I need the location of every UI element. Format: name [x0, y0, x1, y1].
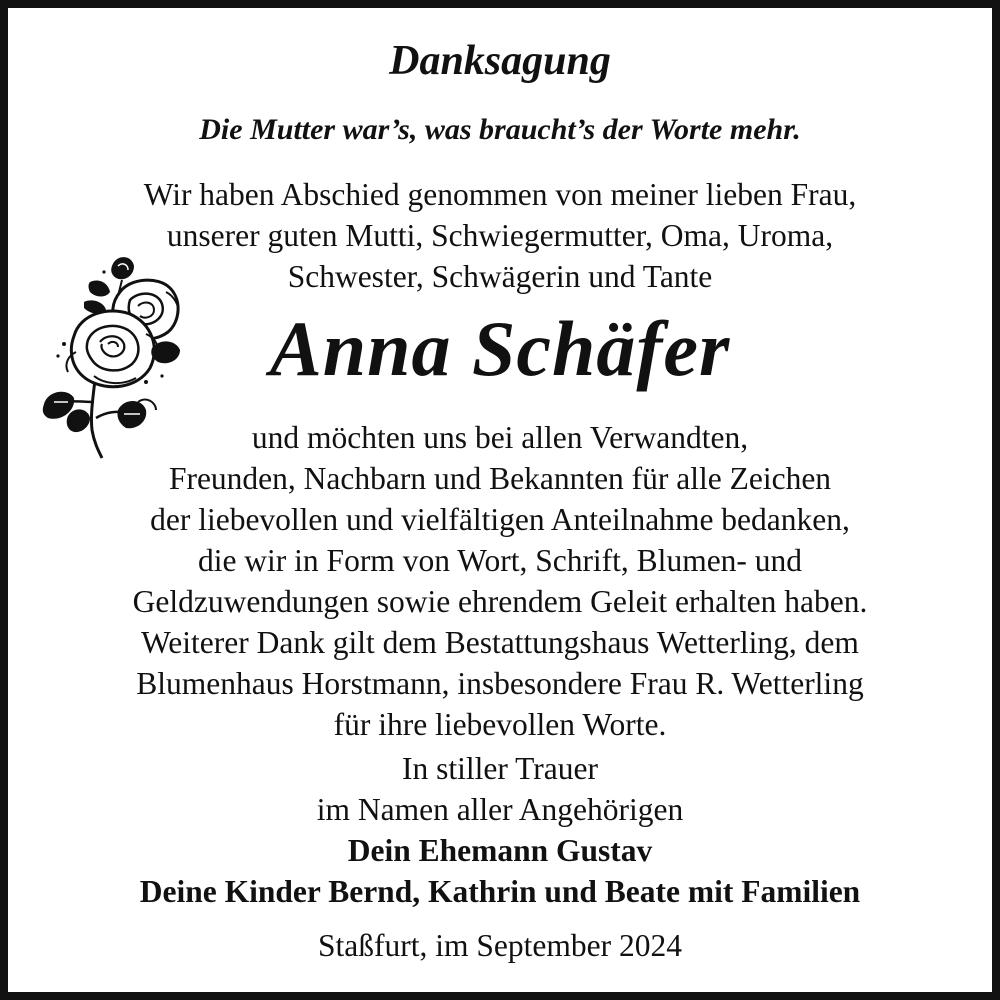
place-date: Staßfurt, im September 2024 [318, 928, 682, 963]
intro-line: Schwester, Schwägerin und Tante [287, 259, 713, 294]
signature-line: Dein Ehemann Gustav [347, 833, 653, 868]
mourning-line: im Namen aller Angehörigen [316, 792, 684, 827]
intro-line: unserer guten Mutti, Schwiegermutter, Oma, Uroma, [166, 218, 834, 253]
body-line: für ihre liebevollen Worte. [333, 707, 667, 742]
motto: Die Mutter war’s, was braucht’s der Worte mehr. [199, 113, 801, 146]
heading: Danksagung [389, 38, 611, 84]
mourning-line: In stiller Trauer [402, 751, 598, 786]
body-line: Blumenhaus Horstmann, insbesondere Frau R. Wetterling [136, 666, 864, 701]
body-text [8, 417, 992, 745]
deceased-name: Anna Schäfer [269, 305, 731, 392]
mourning-text [8, 748, 992, 830]
body-line: die wir in Form von Wort, Schrift, Blumen- und [197, 543, 803, 578]
signatures [8, 830, 992, 912]
signature-line: Deine Kinder Bernd, Kathrin und Beate mit Familien [139, 874, 861, 909]
body-line: Freunden, Nachbarn und Bekannten für alle Zeichen [168, 461, 832, 496]
body-line: Weiterer Dank gilt dem Bestattungshaus Wetterling, dem [141, 625, 859, 660]
body-line: und möchten uns bei allen Verwandten, [251, 420, 749, 455]
body-line: der liebevollen und vielfältigen Anteilnahme bedanken, [150, 502, 850, 537]
intro-line: Wir haben Abschied genommen von meiner lieben Frau, [143, 177, 857, 212]
body-line: Geldzuwendungen sowie ehrendem Geleit erhalten haben. [132, 584, 868, 619]
